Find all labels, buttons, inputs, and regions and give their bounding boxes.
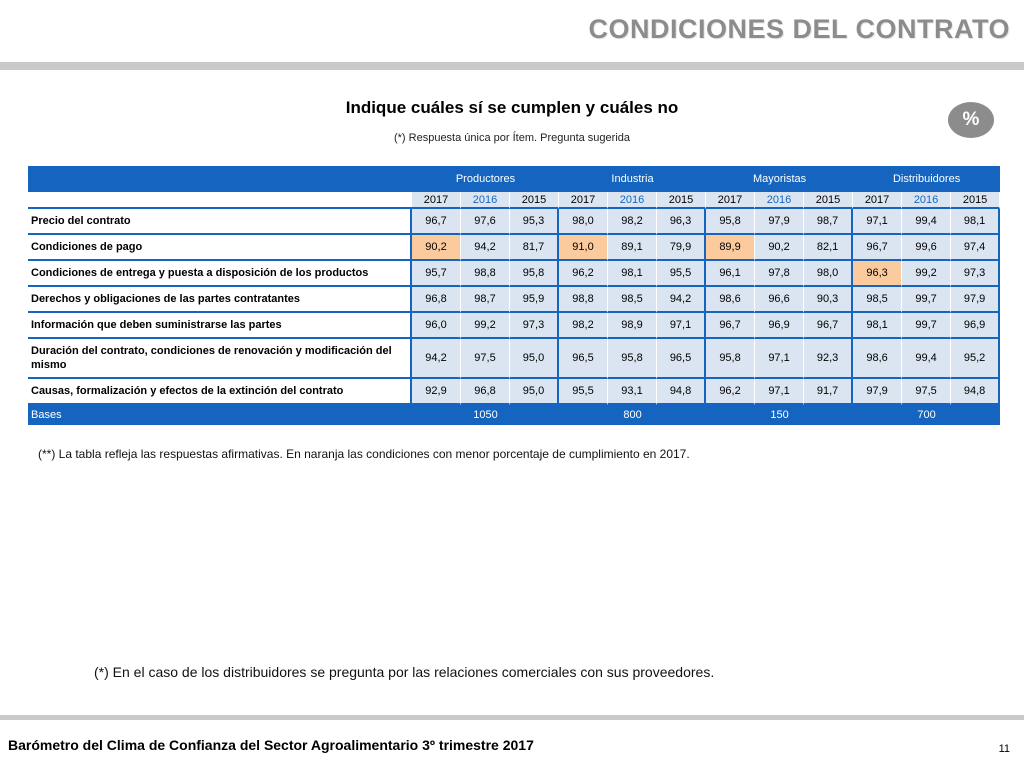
table-cell: 98,8 (461, 261, 510, 287)
table-cell: 90,2 (412, 235, 461, 261)
table-cell: 96,0 (412, 313, 461, 339)
table-cell: 98,0 (804, 261, 853, 287)
year-header: 2017 (412, 192, 461, 209)
table-row (28, 235, 1000, 261)
table-cell: 99,4 (902, 339, 951, 379)
table-footnote: (**) La tabla refleja las respuestas afirmativas. En naranja las condiciones con menor porcentaje de cumplimiento en 2017. (38, 447, 690, 461)
table-cell: 94,2 (461, 235, 510, 261)
table-cell: 97,5 (461, 339, 510, 379)
bases-label: Bases (28, 405, 412, 425)
table-cell: 98,5 (853, 287, 902, 313)
table-cell: 98,1 (951, 209, 1000, 235)
table-cell: 96,7 (853, 235, 902, 261)
table-cell: 95,0 (510, 339, 559, 379)
table-cell: 89,9 (706, 235, 755, 261)
group-header: Industria (559, 166, 706, 192)
year-header: 2015 (657, 192, 706, 209)
top-divider (0, 62, 1024, 70)
table-cell: 95,3 (510, 209, 559, 235)
group-header: Mayoristas (706, 166, 853, 192)
table-cell: 96,2 (559, 261, 608, 287)
row-label: Condiciones de entrega y puesta a disposición de los productos (28, 261, 412, 287)
table-cell: 98,5 (608, 287, 657, 313)
table-cell: 96,9 (951, 313, 1000, 339)
bases-row (28, 405, 1000, 425)
year-header: 2015 (951, 192, 1000, 209)
distributors-footnote: (*) En el caso de los distribuidores se pregunta por las relaciones comerciales con sus proveedores. (94, 664, 715, 680)
table-cell: 99,7 (902, 287, 951, 313)
table-cell: 95,8 (608, 339, 657, 379)
table-cell: 93,1 (608, 379, 657, 405)
table-cell: 98,2 (559, 313, 608, 339)
table-cell: 99,4 (902, 209, 951, 235)
table-cell: 98,7 (804, 209, 853, 235)
row-label: Precio del contrato (28, 209, 412, 235)
table-cell: 95,9 (510, 287, 559, 313)
table-cell: 98,0 (559, 209, 608, 235)
table-row (28, 313, 1000, 339)
question-note: (*) Respuesta única por Ítem. Pregunta sugerida (393, 132, 631, 144)
table-cell: 96,7 (804, 313, 853, 339)
table-cell: 98,6 (706, 287, 755, 313)
table-cell: 97,6 (461, 209, 510, 235)
table-cell: 96,1 (706, 261, 755, 287)
table-cell: 98,2 (608, 209, 657, 235)
table-cell: 95,8 (706, 209, 755, 235)
table-cell: 98,9 (608, 313, 657, 339)
table-cell: 94,2 (657, 287, 706, 313)
table-cell: 95,2 (951, 339, 1000, 379)
table-header (28, 166, 1000, 209)
table-cell: 81,7 (510, 235, 559, 261)
table-body (28, 209, 1000, 425)
page-number: 11 (998, 743, 1010, 755)
row-label: Duración del contrato, condiciones de renovación y modificación del mismo (28, 339, 412, 379)
table-cell: 97,9 (853, 379, 902, 405)
table-cell: 95,5 (657, 261, 706, 287)
table-cell: 98,7 (461, 287, 510, 313)
table-cell: 96,8 (412, 287, 461, 313)
table-cell: 90,2 (755, 235, 804, 261)
table-cell: 99,2 (902, 261, 951, 287)
table-cell: 90,3 (804, 287, 853, 313)
table-cell: 97,3 (510, 313, 559, 339)
bases-value: 1050 (412, 405, 559, 425)
header-corner (28, 166, 412, 192)
bases-value: 800 (559, 405, 706, 425)
table-cell: 98,8 (559, 287, 608, 313)
group-header: Productores (412, 166, 559, 192)
year-header: 2015 (804, 192, 853, 209)
footer-title: Barómetro del Clima de Confianza del Sector Agroalimentario 3º trimestre 2017 (8, 737, 534, 753)
table-cell: 97,5 (902, 379, 951, 405)
table-cell: 96,5 (559, 339, 608, 379)
table-row (28, 379, 1000, 405)
table-cell: 95,7 (412, 261, 461, 287)
table-row (28, 261, 1000, 287)
table-cell: 94,2 (412, 339, 461, 379)
table-cell: 97,1 (755, 379, 804, 405)
table-cell: 95,5 (559, 379, 608, 405)
table-cell: 99,6 (902, 235, 951, 261)
bases-value: 700 (853, 405, 1000, 425)
year-header: 2017 (706, 192, 755, 209)
bottom-divider (0, 715, 1024, 720)
year-header: 2015 (510, 192, 559, 209)
table-cell: 98,1 (853, 313, 902, 339)
table-cell: 97,1 (853, 209, 902, 235)
table-cell: 97,1 (755, 339, 804, 379)
table-cell: 97,1 (657, 313, 706, 339)
year-header: 2016 (608, 192, 657, 209)
year-header: 2016 (902, 192, 951, 209)
table-cell: 95,0 (510, 379, 559, 405)
table-cell: 97,3 (951, 261, 1000, 287)
table-cell: 96,3 (853, 261, 902, 287)
table-cell: 96,8 (461, 379, 510, 405)
table-cell: 99,2 (461, 313, 510, 339)
table-cell: 98,1 (608, 261, 657, 287)
year-header: 2016 (461, 192, 510, 209)
table-cell: 96,5 (657, 339, 706, 379)
table-cell: 98,6 (853, 339, 902, 379)
table-cell: 89,1 (608, 235, 657, 261)
table-row (28, 339, 1000, 379)
table-cell: 97,8 (755, 261, 804, 287)
table-cell: 97,9 (951, 287, 1000, 313)
table-cell: 96,3 (657, 209, 706, 235)
row-label: Derechos y obligaciones de las partes contratantes (28, 287, 412, 313)
table-cell: 92,3 (804, 339, 853, 379)
table-row (28, 209, 1000, 235)
bases-value: 150 (706, 405, 853, 425)
table-cell: 96,6 (755, 287, 804, 313)
results-table (28, 166, 1000, 425)
table-cell: 92,9 (412, 379, 461, 405)
year-header: 2017 (853, 192, 902, 209)
row-label: Causas, formalización y efectos de la extinción del contrato (28, 379, 412, 405)
table-row (28, 287, 1000, 313)
year-header-corner (28, 192, 412, 209)
table-cell: 96,7 (706, 313, 755, 339)
table-cell: 94,8 (951, 379, 1000, 405)
table-cell: 95,8 (510, 261, 559, 287)
table-cell: 82,1 (804, 235, 853, 261)
page-title: CONDICIONES DEL CONTRATO (588, 14, 1010, 44)
group-header: Distribuidores (853, 166, 1000, 192)
table-cell: 99,7 (902, 313, 951, 339)
year-header: 2017 (559, 192, 608, 209)
table-cell: 96,7 (412, 209, 461, 235)
percent-badge: % (948, 102, 994, 138)
table-cell: 96,2 (706, 379, 755, 405)
table-cell: 97,4 (951, 235, 1000, 261)
year-header: 2016 (755, 192, 804, 209)
table-cell: 91,0 (559, 235, 608, 261)
table-cell: 94,8 (657, 379, 706, 405)
question-title: Indique cuáles sí se cumplen y cuáles no (345, 98, 679, 117)
table-cell: 79,9 (657, 235, 706, 261)
row-label: Información que deben suministrarse las partes (28, 313, 412, 339)
row-label: Condiciones de pago (28, 235, 412, 261)
table-cell: 97,9 (755, 209, 804, 235)
table-cell: 96,9 (755, 313, 804, 339)
table-cell: 95,8 (706, 339, 755, 379)
table-cell: 91,7 (804, 379, 853, 405)
